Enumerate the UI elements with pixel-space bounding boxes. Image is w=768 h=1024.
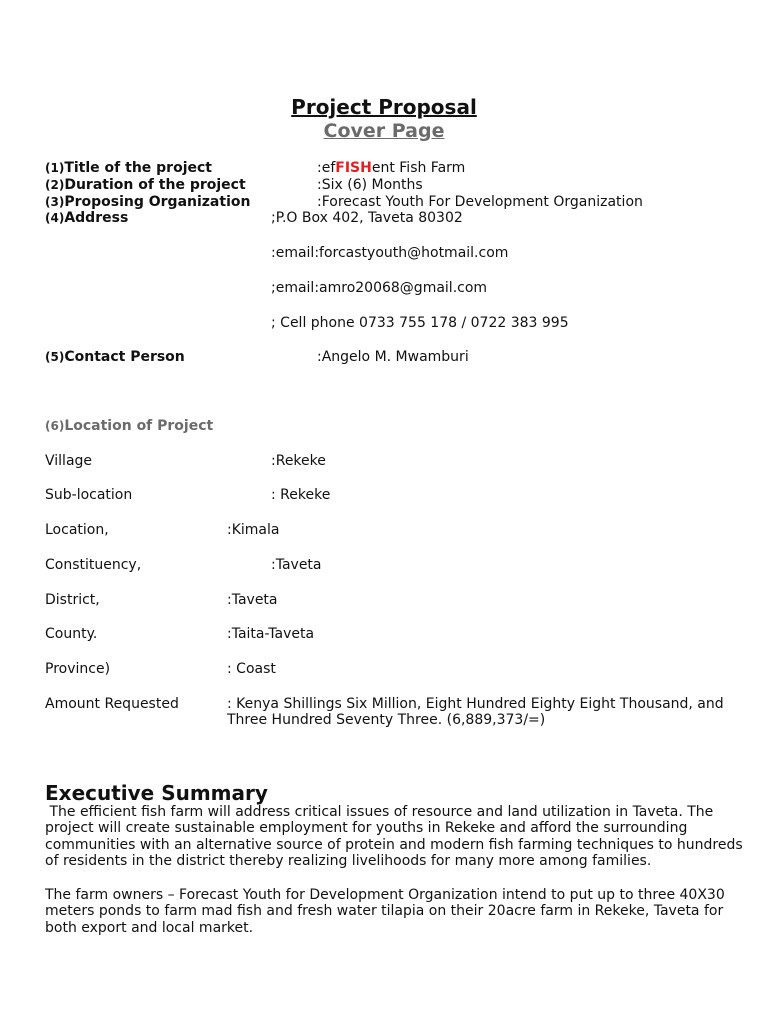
location-label: Location, — [45, 522, 109, 538]
item-label: Contact Person — [64, 349, 185, 365]
constituency-value: :Taveta — [271, 557, 322, 573]
item-contact-value: :Angelo M. Mwamburi — [317, 349, 469, 365]
executive-summary-paragraph-1: The efficient fish farm will address critical issues of resource and land utilization in Taveta. The project will create sustainable employment for youths in Rekeke and afford the surrounding communities with an alternative source of protein and modern fish farming techniques to hundreds of residents in the district thereby realizing livelihoods for many more among families. — [45, 804, 748, 869]
item-duration-value: :Six (6) Months — [317, 177, 423, 193]
page-subtitle: Cover Page — [323, 120, 445, 142]
title-highlight: FISH — [335, 160, 372, 176]
amount-value: : Kenya Shillings Six Million, Eight Hundred Eighty Eight Thousand, and Three Hundred Seventy Three. (6,889,373/=) — [227, 696, 724, 728]
district-value: :Taveta — [227, 592, 278, 608]
item-address-value: ;P.O Box 402, Taveta 80302 — [271, 210, 463, 226]
location-heading — [45, 418, 213, 435]
village-value: :Rekeke — [271, 453, 326, 469]
title-prefix: :ef — [317, 160, 336, 176]
location-heading-text: Location of Project — [64, 418, 214, 434]
executive-summary-paragraph-2: The farm owners – Forecast Youth for Development Organization intend to put up to three 40X30 meters ponds to farm mad fish and fresh water tilapia on their 20acre farm in Rekeke, Taveta for both export and local market. — [45, 887, 725, 936]
province-value: : Coast — [227, 661, 276, 677]
item-duration-label — [45, 177, 246, 194]
amount-label: Amount Requested — [45, 696, 179, 712]
item-org-label — [45, 194, 250, 211]
village-label: Village — [45, 453, 93, 469]
county-value: :Taita-Taveta — [227, 626, 315, 642]
district-label: District, — [45, 592, 100, 608]
item-number: (6) — [45, 419, 65, 433]
item-contact-label — [45, 349, 185, 366]
page-title: Project Proposal — [291, 95, 477, 119]
item-number: (5) — [45, 350, 65, 364]
item-org-value: :Forecast Youth For Development Organization — [317, 194, 643, 210]
sublocation-label: Sub-location — [45, 487, 133, 503]
item-label: Address — [64, 210, 129, 226]
sublocation-value: : Rekeke — [271, 487, 331, 503]
item-label: Proposing Organization — [64, 194, 251, 210]
item-number: (2) — [45, 178, 65, 192]
location-value: :Kimala — [227, 522, 280, 538]
phone-numbers: ; Cell phone 0733 755 178 / 0722 383 995 — [271, 315, 569, 331]
executive-summary-heading: Executive Summary — [45, 781, 268, 805]
item-label: Title of the project — [64, 160, 212, 176]
constituency-label: Constituency, — [45, 557, 142, 573]
item-title-value — [317, 160, 465, 177]
item-label: Duration of the project — [64, 177, 246, 193]
title-suffix: ent Fish Farm — [371, 160, 466, 176]
item-number: (1) — [45, 161, 65, 175]
county-label: County. — [45, 626, 98, 642]
item-title-label — [45, 160, 212, 177]
item-address-label — [45, 210, 128, 227]
item-number: (4) — [45, 211, 65, 225]
item-number: (3) — [45, 195, 65, 209]
email-2: ;email:amro20068@gmail.com — [271, 280, 488, 296]
email-1: :email:forcastyouth@hotmail.com — [271, 245, 509, 261]
province-label: Province) — [45, 661, 111, 677]
